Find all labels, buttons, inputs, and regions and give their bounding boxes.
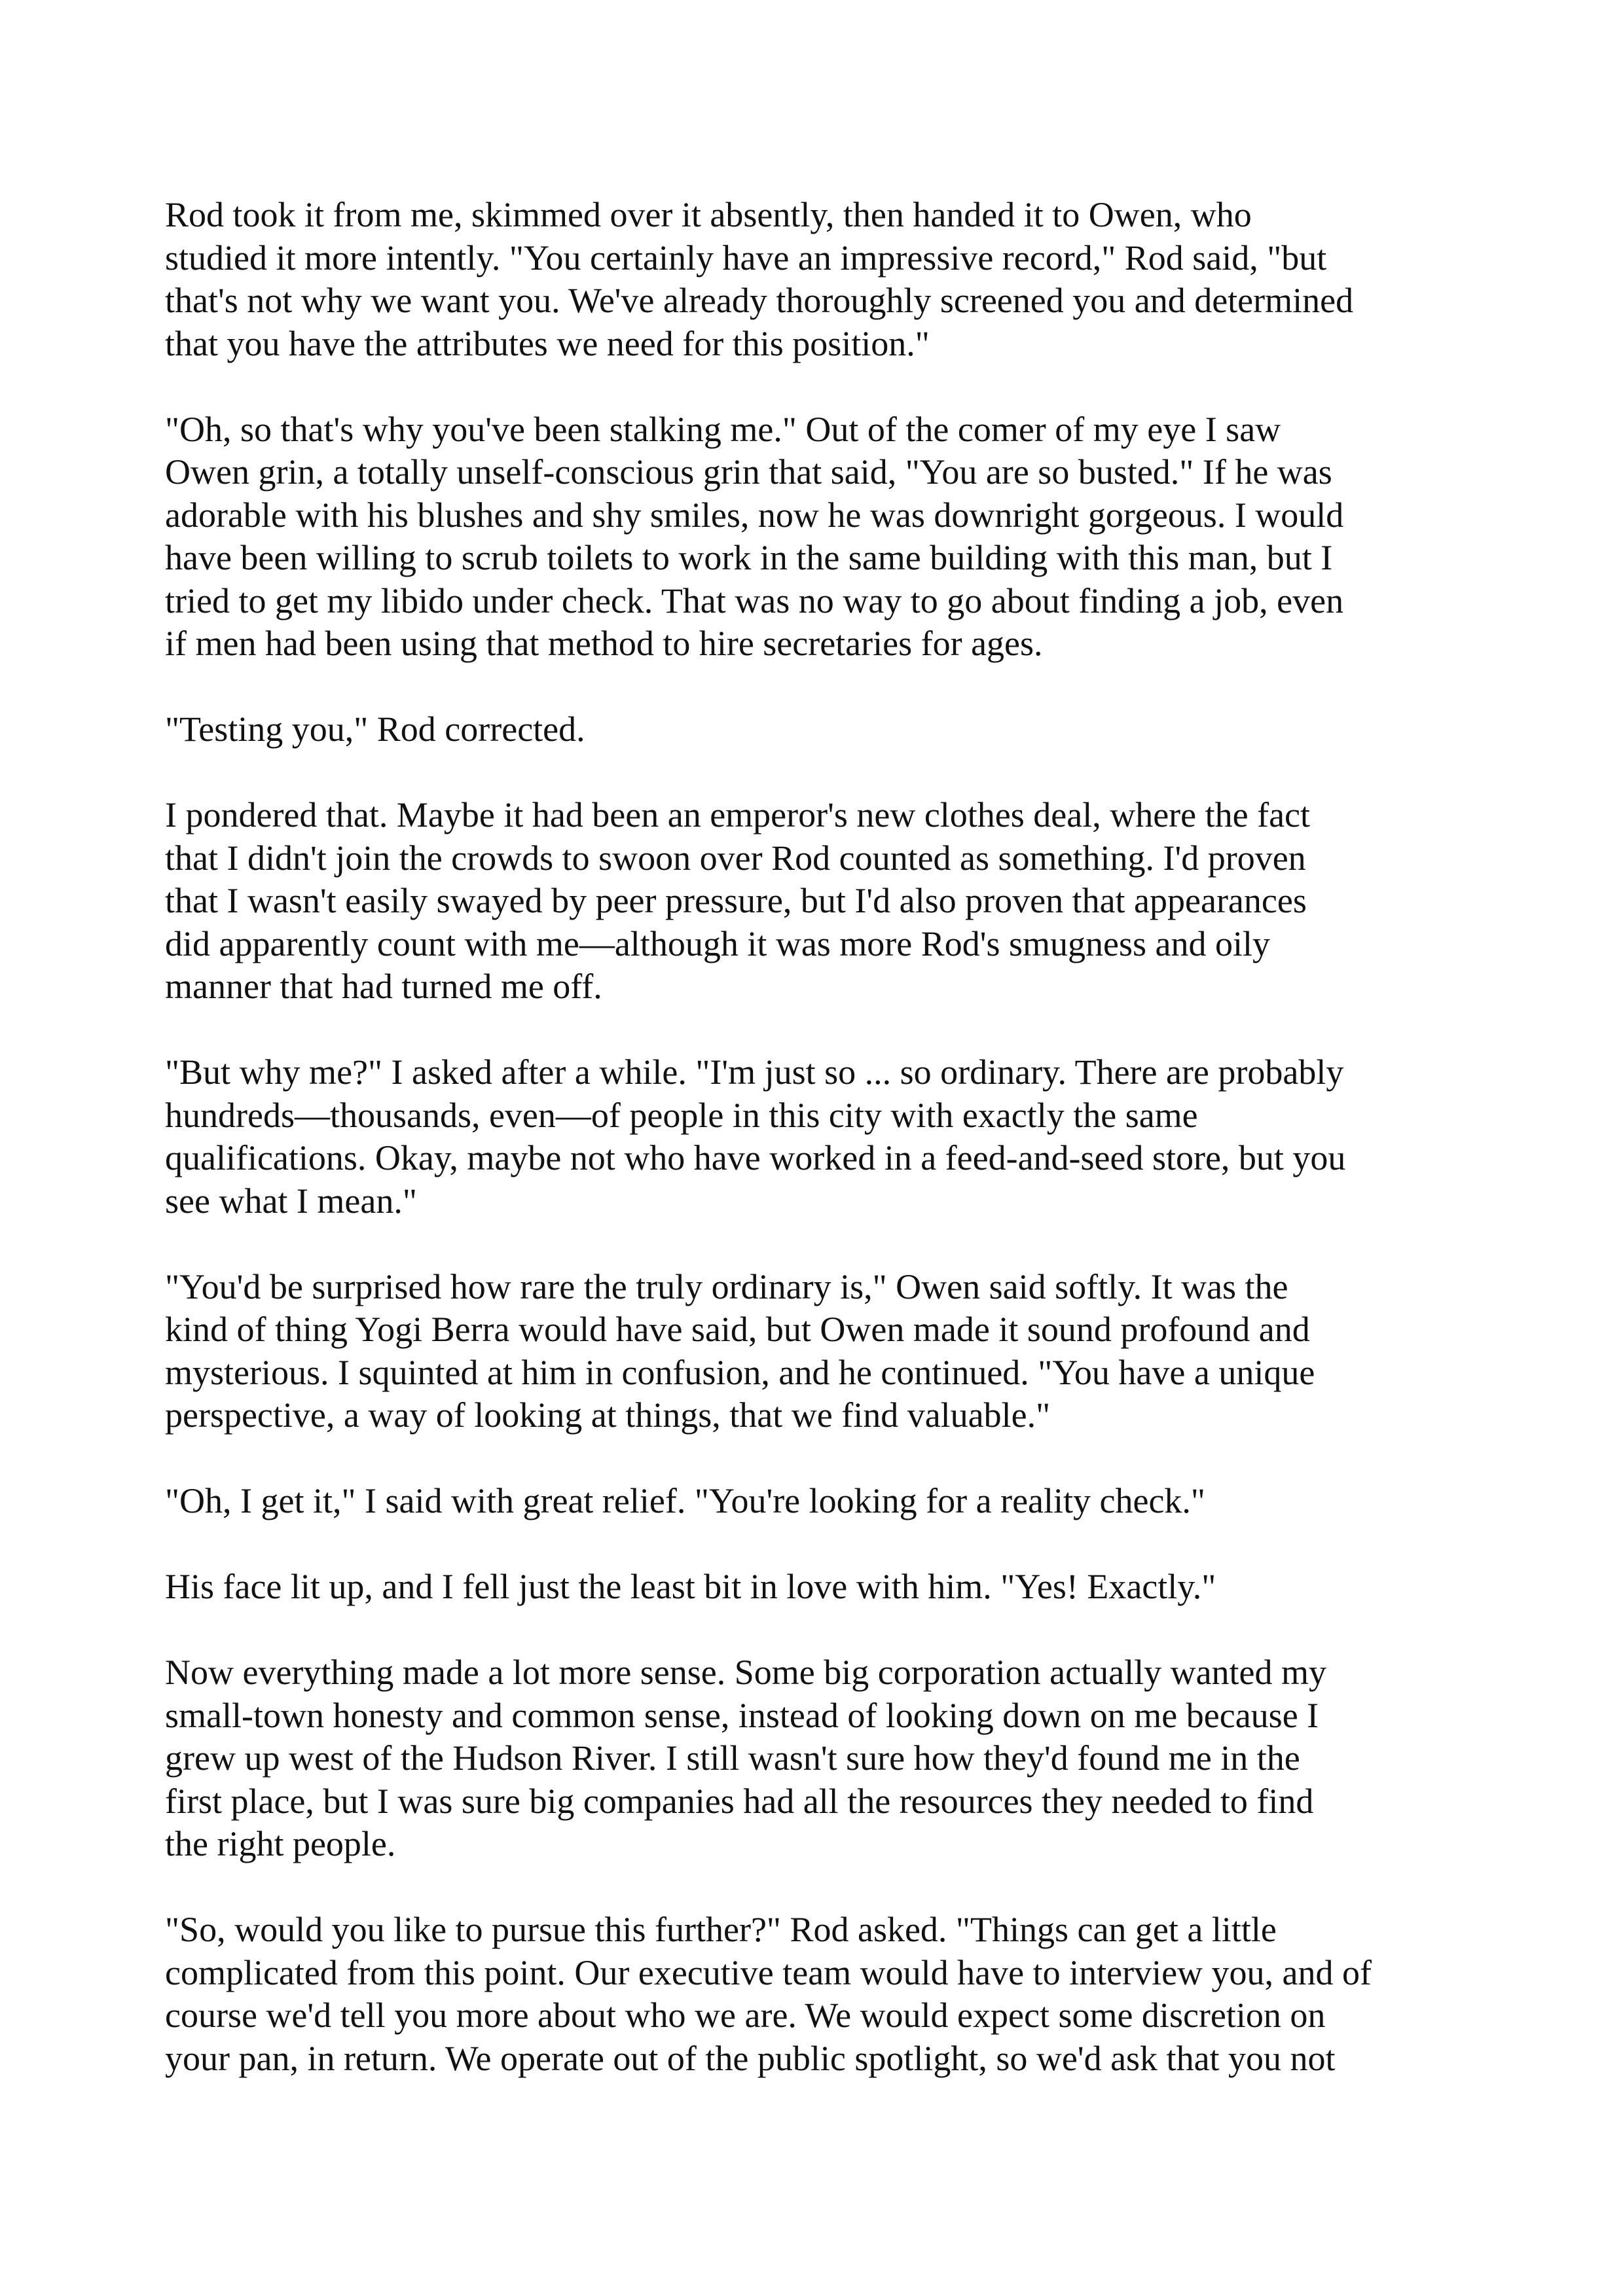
text-line: small-town honesty and common sense, instead of looking down on me because I [165, 1695, 1319, 1735]
paragraph [165, 1266, 1474, 1437]
text-line: that I wasn't easily swayed by peer pressure, but I'd also proven that appearances [165, 881, 1307, 920]
text-line: "Testing you," Rod corrected. [165, 709, 585, 749]
text-line: see what I mean." [165, 1181, 417, 1221]
paragraph [165, 194, 1474, 365]
text-line: Owen grin, a totally unself-conscious grin that said, "You are so busted." If he was [165, 452, 1332, 492]
text-line: Rod took it from me, skimmed over it absently, then handed it to Owen, who [165, 195, 1252, 234]
paragraph [165, 1051, 1474, 1223]
paragraph [165, 794, 1474, 1009]
text-line: that I didn't join the crowds to swoon over Rod counted as something. I'd proven [165, 838, 1306, 878]
text-line: tried to get my libido under check. That was no way to go about finding a job, even [165, 581, 1344, 620]
text-line: "So, would you like to pursue this further?" Rod asked. "Things can get a little [165, 1910, 1277, 1949]
text-line: have been willing to scrub toilets to work in the same building with this man, but I [165, 538, 1333, 577]
text-line: did apparently count with me—although it was more Rod's smugness and oily [165, 924, 1271, 963]
text-line: manner that had turned me off. [165, 967, 602, 1006]
text-line: that you have the attributes we need for this position." [165, 323, 930, 363]
text-line: if men had been using that method to hire secretaries for ages. [165, 624, 1043, 663]
text-line: mysterious. I squinted at him in confusion, and he continued. "You have a unique [165, 1352, 1315, 1392]
text-line: Now everything made a lot more sense. Some big corporation actually wanted my [165, 1653, 1327, 1692]
text-line: kind of thing Yogi Berra would have said, but Owen made it sound profound and [165, 1310, 1310, 1349]
text-line: qualifications. Okay, maybe not who have worked in a feed-and-seed store, but you [165, 1138, 1346, 1177]
text-line: that's not why we want you. We've already thoroughly screened you and determined [165, 281, 1354, 320]
text-line: course we'd tell you more about who we are. We would expect some discretion on [165, 1996, 1326, 2035]
text-line: hundreds—thousands, even—of people in this city with exactly the same [165, 1095, 1198, 1135]
text-line: "Oh, I get it," I said with great relief. "You're looking for a reality check." [165, 1481, 1205, 1520]
text-line: His face lit up, and I fell just the least bit in love with him. "Yes! Exactly." [165, 1567, 1216, 1606]
text-line: "But why me?" I asked after a while. "I'm just so ... so ordinary. There are probably [165, 1052, 1344, 1092]
text-line: "Oh, so that's why you've been stalking me." Out of the comer of my eye I saw [165, 409, 1281, 449]
paragraph [165, 408, 1474, 666]
text-line: perspective, a way of looking at things, that we find valuable." [165, 1395, 1051, 1435]
paragraph [165, 1651, 1474, 1866]
text-line: first place, but I was sure big companies had all the resources they needed to find [165, 1781, 1314, 1821]
text-line: adorable with his blushes and shy smiles, now he was downright gorgeous. I would [165, 495, 1344, 535]
text-line: I pondered that. Maybe it had been an emperor's new clothes deal, where the fact [165, 795, 1311, 834]
text-line: your pan, in return. We operate out of the public spotlight, so we'd ask that you not [165, 2038, 1336, 2078]
body-text [165, 194, 1474, 2123]
text-line: the right people. [165, 1824, 396, 1863]
text-line: grew up west of the Hudson River. I still wasn't sure how they'd found me in the [165, 1738, 1300, 1778]
text-line: complicated from this point. Our executive team would have to interview you, and of [165, 1952, 1372, 1992]
text-line: studied it more intently. "You certainly have an impressive record," Rod said, "but [165, 238, 1327, 278]
text-line: "You'd be surprised how rare the truly ordinary is," Owen said softly. It was the [165, 1266, 1288, 1306]
paragraph [165, 1909, 1474, 2080]
paragraph [165, 708, 1474, 751]
paragraph [165, 1566, 1474, 1609]
paragraph [165, 1480, 1474, 1523]
